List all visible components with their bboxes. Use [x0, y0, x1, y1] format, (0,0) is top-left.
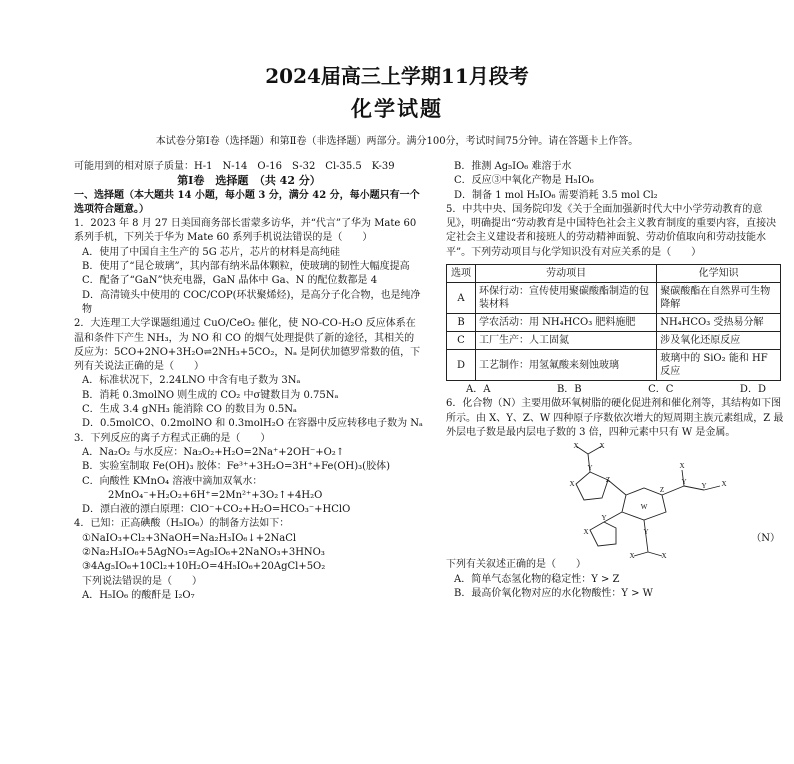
- atom-x: X: [661, 552, 667, 559]
- q4-option-b: B．推测 Ag₅IO₆ 难溶于水: [454, 161, 572, 172]
- atom-x: X: [629, 552, 635, 559]
- atom-y: Y: [587, 464, 593, 473]
- q1-option-b: B．使用了“昆仑玻璃”，其内部有纳米晶体颗粒，使玻璃的韧性大幅度提高: [82, 261, 410, 273]
- q1-option-a: A．使用了中国自主生产的 5G 芯片，芯片的材料是高纯硅: [82, 246, 340, 258]
- atom-y: Y: [601, 514, 607, 523]
- atom-y: Y: [681, 478, 687, 487]
- q5-row-d-option: D: [447, 350, 476, 381]
- atom-x: X: [569, 480, 575, 489]
- q6-option-a: A．简单气态氢化物的稳定性：Y > Z: [454, 573, 620, 585]
- q5-header-project: 劳动项目: [476, 265, 657, 283]
- q5-row-b-project: 学农活动：用 NH₄HCO₃ 肥料施肥: [476, 314, 657, 332]
- q5-choice-b: B．B: [556, 384, 582, 396]
- q6-option-b: B．最高价氧化物对应的水化物酸性：Y > W: [454, 587, 653, 599]
- q3-option-b: B．实验室制取 Fe(OH)₃ 胶体：Fe³⁺+3H₂O=3H⁺+Fe(OH)₃(胶体): [82, 461, 390, 473]
- q5-row-c-option: C: [447, 332, 476, 350]
- q5-row-d-project: 工艺制作：用氢氟酸来刻蚀玻璃: [476, 350, 657, 381]
- right-column: [446, 160, 786, 601]
- atom-x: X: [599, 442, 605, 451]
- q5-choice-c: C．C: [648, 384, 674, 396]
- q5-header-option: 选项: [447, 265, 476, 283]
- q5-row-c-knowledge: 涉及氧化还原反应: [657, 332, 781, 350]
- q4-stem: 4．已知：正高碘酸（H₅IO₆）的制备方法如下：: [74, 518, 290, 530]
- atom-z: Z: [659, 486, 665, 495]
- q4-reaction-3: ③4Ag₅IO₆+10Cl₂+10H₂O=4H₅IO₆+20AgCl+5O₂: [82, 561, 326, 573]
- q1-stem: 1．2023 年 8 月 27 日美国商务部长雷蒙多访华，并“代言”了华为 Mate 60 系列手机，下列关于华为 Mate 60 系列手机说法错误的是（ ）: [74, 218, 417, 244]
- q4-option-d: D．制备 1 mol H₅IO₆ 需要消耗 3.5 mol Cl₂: [454, 189, 658, 201]
- exam-title: 2024届高三上学期11月段考: [265, 64, 529, 88]
- table-row: [447, 350, 781, 381]
- q1-option-c: C．配备了“GaN”快充电器，GaN 晶体中 Ga、N 的配位数都是 4: [82, 275, 378, 287]
- q3-option-a: A．Na₂O₂ 与水反应：Na₂O₂+H₂O=2Na⁺+2OH⁻+O₂↑: [82, 446, 345, 458]
- q3-option-d: D．漂白液的漂白原理：ClO⁻+CO₂+H₂O=HCO₃⁻+HClO: [82, 504, 351, 516]
- q5-choice-d: D．D: [739, 384, 766, 396]
- q2-option-c: C．生成 3.4 gNH₃ 能消除 CO 的数目为 0.5Nₐ: [82, 404, 297, 416]
- q6-ask: 下列有关叙述正确的是（ ）: [446, 559, 586, 571]
- q5-choices: [446, 383, 766, 397]
- q2-option-d: D．0.5molCO、0.2molNO 和 0.3molH₂O 在容器中反应转移电子数为 Nₐ: [82, 418, 423, 430]
- q5-stem: 5．中共中央、国务院印发《关于全面加强新时代大中小学劳动教育的意见》，明确提出“劳动教育是中国特色社会主义教育制度的重要内容，直接决定社会主义建设者和接班人的劳动精神面貌、劳动价值取向和劳动技能水平”。下列劳动项目与化学知识没有对应关系的是（ ）: [446, 203, 777, 258]
- exam-subtitle: 化学试题: [351, 96, 443, 121]
- q5-row-b-knowledge: NH₄HCO₃ 受热易分解: [657, 314, 781, 332]
- q5-table-header: [447, 265, 781, 283]
- atom-w: W: [640, 503, 648, 512]
- q6-stem: 6．化合物（N）主要用做环氧树脂的硬化促进剂和催化剂等，其结构如下图所示。由 X、Y、Z、W 四种原子序数依次增大的短周期主族元素组成，Z 最外层电子数是最内层电子数的 3 倍，四种元素中只有 W 是金属。: [446, 398, 784, 438]
- part-title: 第Ⅰ卷 选择题 （共 42 分）: [177, 174, 321, 188]
- q5-header-knowledge: 化学知识: [657, 265, 781, 283]
- atom-x: X: [573, 442, 579, 451]
- atom-x: X: [679, 462, 685, 471]
- q5-row-c-project: 工厂生产：人工固氮: [476, 332, 657, 350]
- table-row: [447, 332, 781, 350]
- section-intro: 一、选择题（本大题共 14 小题，每小题 3 分，满分 42 分，每小题只有一个选项符合题意。）: [74, 189, 420, 215]
- q5-row-d-knowledge: 玻璃中的 SiO₂ 能和 HF 反应: [657, 350, 781, 381]
- q5-row-b-option: B: [447, 314, 476, 332]
- table-row: [447, 314, 781, 332]
- q2-stem: 2．大连理工大学课题组通过 CuO/CeO₂ 催化，使 NO-CO-H₂O 反应体系在温和条件下产生 NH₃，为 NO 和 CO 的烟气处理提供了新的途径，其相关的反应为：5CO+2NO+3H₂O⇌2NH₃+5CO₂，Nₐ 是阿伏加德罗常数的值，下列有关说法正确的是（ ）: [74, 318, 421, 373]
- q3-option-c: C．向酸性 KMnO₄ 溶液中滴加双氧水：: [82, 475, 263, 487]
- q4-option-a: A．H₅IO₆ 的酸酐是 I₂O₇: [82, 589, 195, 601]
- table-row: [447, 283, 781, 314]
- left-column: [74, 160, 424, 603]
- atom-y: Y: [643, 528, 649, 537]
- atom-y: Y: [701, 482, 707, 491]
- q4-ask: 下列说法错误的是（ ）: [82, 575, 202, 587]
- q4-reaction-2: ②Na₂H₃IO₆+5AgNO₃=Ag₅IO₆+2NaNO₃+3HNO₃: [82, 547, 325, 559]
- molecule-caption: （N）: [751, 532, 780, 544]
- molecule-structure-diagram: [546, 440, 736, 558]
- q4-reaction-1: ①NaIO₃+Cl₂+3NaOH=Na₂H₃IO₆↓+2NaCl: [82, 532, 297, 544]
- q4-option-c: C．反应③中氧化产物是 H₅IO₆: [454, 175, 594, 187]
- q5-row-a-knowledge: 聚碳酸酯在自然界可生物降解: [657, 283, 781, 314]
- q5-row-a-option: A: [447, 283, 476, 314]
- atom-x: X: [721, 480, 727, 489]
- q3-stem: 3．下列反应的离子方程式正确的是（ ）: [74, 432, 271, 444]
- q2-option-b: B．消耗 0.3molNO 则生成的 CO₂ 中σ键数目为 0.75Nₐ: [82, 389, 339, 401]
- q1-option-d: D．高清镜头中使用的 COC/COP(环状聚烯烃)，是高分子化合物，也是纯净物: [82, 289, 421, 315]
- atom-z: Z: [605, 476, 611, 485]
- q3-option-c-equation: 2MnO₄⁻+H₂O₂+6H⁺=2Mn²⁺+3O₂↑+4H₂O: [108, 489, 323, 501]
- atomic-masses: 可能用到的相对原子质量：H-1 N-14 O-16 S-32 Cl-35.5 K-39: [74, 161, 395, 172]
- atom-x: X: [583, 528, 589, 537]
- q5-row-a-project: 环保行动：宣传使用聚碳酸酯制造的包装材料: [476, 283, 657, 314]
- exam-note: 本试卷分第Ⅰ卷（选择题）和第Ⅱ卷（非选择题）两部分。满分100分，考试时间75分钟。请在答题卡上作答。: [155, 136, 639, 147]
- molecule-structure: [546, 440, 780, 559]
- q5-table: [446, 264, 781, 381]
- q5-choice-a: A．A: [466, 384, 491, 396]
- q2-option-a: A．标准状况下，2.24LNO 中含有电子数为 3Nₐ: [82, 375, 301, 387]
